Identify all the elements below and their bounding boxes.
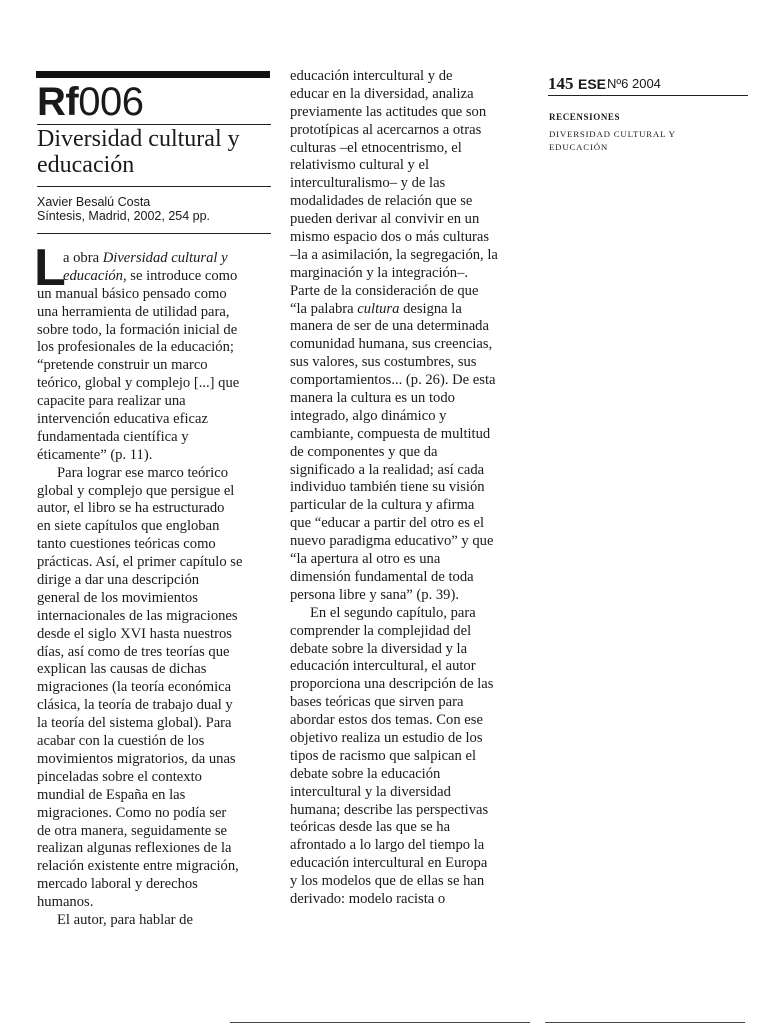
text-line [290, 891, 526, 909]
text-segment: proporciona una descripción de las [290, 676, 494, 693]
text-line [37, 626, 271, 644]
text-segment: mundial de España en las [37, 786, 186, 803]
text-line [37, 608, 271, 626]
text-line [37, 500, 271, 518]
text-segment: en siete capítulos que engloban [37, 518, 220, 535]
text-segment: “pretende construir un marco [37, 357, 208, 374]
text-segment: dirige a dar una descripción [37, 572, 200, 589]
text-line [290, 157, 526, 175]
review-code-prefix: Rf [37, 80, 79, 124]
text-segment: prototípicas al acercarnos a otras [290, 121, 482, 138]
italic-text: Diversidad cultural y [102, 250, 228, 266]
text-line [290, 641, 526, 659]
text-segment: autor, el libro se ha estructurado [37, 500, 225, 517]
text-segment: educación intercultural y de [290, 68, 453, 84]
subsection-line: DIVERSIDAD CULTURAL Y [549, 129, 676, 139]
text-line [290, 873, 526, 891]
text-segment: prácticas. Así, el primer capítulo se [37, 554, 243, 571]
book-title [37, 126, 273, 178]
text-segment: dimensión fundamental de toda [290, 568, 474, 585]
text-segment: sus valores, sus costumbres, sus [290, 354, 477, 371]
text-segment: Para lograr ese marco teórico [57, 464, 228, 481]
text-line [290, 784, 526, 802]
book-title-line: educación [37, 152, 135, 178]
text-segment: debate sobre la diversidad y la [290, 640, 468, 657]
text-segment: de otra manera, seguidamente se [37, 822, 228, 839]
text-line [290, 68, 526, 86]
title-rule-bottom [37, 186, 271, 187]
review-code-number: 006 [78, 80, 144, 124]
text-segment: bases teóricas que sirven para [290, 694, 464, 711]
text-segment: En el segundo capítulo, para [310, 604, 476, 621]
text-line [37, 751, 271, 769]
text-segment: pinceladas sobre el contexto [37, 768, 202, 785]
text-segment: a obra [63, 250, 103, 266]
text-segment: clásica, la teoría de trabajo dual y [37, 697, 233, 714]
text-line [290, 712, 526, 730]
text-segment: la teoría del sistema global). Para [37, 715, 232, 732]
text-segment: mercado laboral y derechos [37, 876, 198, 893]
text-line [37, 357, 271, 375]
text-line [290, 372, 526, 390]
text-line [37, 465, 271, 483]
bottom-edge-line [230, 1022, 530, 1023]
text-line [290, 408, 526, 426]
title-rule-top [37, 124, 271, 125]
section-label: RECENSIONES [549, 112, 621, 122]
text-line [37, 429, 271, 447]
text-segment: El autor, para hablar de [57, 911, 193, 928]
text-segment: intercultural y la diversidad [290, 783, 451, 800]
text-segment: teórico, global y complejo [...] que [37, 375, 240, 392]
text-segment: sobre todo, la formación inicial de [37, 321, 238, 338]
text-line [37, 375, 271, 393]
text-line [290, 551, 526, 569]
text-line [37, 250, 271, 268]
text-segment: Parte de la consideración de que [290, 282, 479, 299]
text-segment: cambiante, compuesta de multitud [290, 425, 491, 442]
text-segment: un manual básico pensado como [37, 285, 227, 302]
text-segment: objetivo realiza un estudio de los [290, 729, 483, 746]
text-line [290, 694, 526, 712]
text-line [37, 894, 271, 912]
page-number: 145 [548, 74, 574, 93]
text-line [290, 623, 526, 641]
text-segment: relación existente entre migración, [37, 858, 239, 875]
text-segment: migraciones. Como no podía ser [37, 804, 227, 821]
text-segment: de componentes y que da [290, 443, 438, 460]
text-line [290, 676, 526, 694]
text-segment: educar en la diversidad, analiza [290, 85, 474, 102]
book-title-line: Diversidad cultural y [37, 126, 240, 152]
text-segment: desde el siglo XVI hasta nuestros [37, 625, 232, 642]
text-line [37, 304, 271, 322]
text-segment: tipos de racismo que salpican el [290, 747, 477, 764]
text-line [37, 339, 271, 357]
text-segment: explican las causas de dichas [37, 661, 207, 678]
text-line [290, 587, 526, 605]
text-line [290, 336, 526, 354]
text-line [37, 268, 271, 286]
text-segment: significado a la realidad; así cada [290, 461, 485, 478]
text-line [290, 837, 526, 855]
text-segment: fundamentada científica y [37, 428, 189, 445]
text-line [37, 823, 271, 841]
text-segment: internacionales de las migraciones [37, 607, 238, 624]
text-segment: intervención educativa eficaz [37, 411, 208, 428]
text-segment: se introduce como [126, 267, 238, 284]
text-line [37, 697, 271, 715]
text-line [290, 819, 526, 837]
text-line [290, 748, 526, 766]
text-segment: acabar con la cuestión de los [37, 733, 205, 750]
drop-cap: L [34, 239, 66, 297]
text-line [290, 479, 526, 497]
text-segment: que “educar a partir del otro es el [290, 515, 485, 532]
text-segment: capacite para realizar una [37, 393, 186, 410]
text-segment: nuevo paradigma educativo” y que [290, 533, 494, 550]
text-segment: “la palabra [290, 300, 358, 317]
text-line [37, 679, 271, 697]
text-line [37, 661, 271, 679]
text-line [290, 658, 526, 676]
text-segment: interculturalismo– y de las [290, 175, 446, 192]
text-line [290, 390, 526, 408]
text-line [37, 876, 271, 894]
text-line [37, 536, 271, 554]
text-line [37, 572, 271, 590]
italic-text: cultura [357, 300, 400, 317]
bottom-edge-line [545, 1022, 745, 1023]
text-segment: teóricas desde las que se ha [290, 819, 451, 836]
text-line [290, 301, 526, 319]
header-bar [36, 71, 270, 78]
text-segment: días, así como de tres teorías que [37, 643, 230, 660]
text-line [37, 393, 271, 411]
text-segment: los profesionales de la educación; [37, 339, 234, 356]
text-segment: –la a asimilación, la segregación, la [290, 246, 498, 263]
text-line [290, 247, 526, 265]
text-segment: movimientos migratorios, da unas [37, 750, 236, 767]
text-segment: migraciones (la teoría económica [37, 679, 232, 696]
text-segment: persona libre y sana” (p. 39). [290, 586, 459, 603]
author-rule [37, 233, 271, 234]
text-line [37, 805, 271, 823]
book-author: Xavier Besalú Costa [37, 195, 151, 209]
body-column-1 [37, 250, 271, 930]
text-line [290, 497, 526, 515]
text-segment: “la apertura al otro es una [290, 551, 441, 568]
text-segment: designa la [399, 300, 462, 317]
text-segment: mismo espacio dos o más culturas [290, 229, 490, 246]
text-segment: previamente las actitudes que son [290, 103, 487, 120]
text-line [37, 286, 271, 304]
text-segment: individuo también tiene su visión [290, 479, 485, 496]
text-line [290, 605, 526, 623]
text-line [290, 515, 526, 533]
text-line [37, 840, 271, 858]
text-line [37, 715, 271, 733]
text-line [290, 193, 526, 211]
text-line [290, 766, 526, 784]
text-line [37, 644, 271, 662]
text-line [290, 533, 526, 551]
text-line [290, 462, 526, 480]
text-segment: comportamientos... (p. 26). De esta [290, 372, 496, 389]
text-line [290, 444, 526, 462]
text-segment: global y complejo que persigue el [37, 482, 235, 499]
text-segment: debate sobre la educación [290, 765, 441, 782]
text-line [290, 122, 526, 140]
text-segment: marginación y la integración–. [290, 264, 469, 281]
text-segment: éticamente” (p. 11). [37, 446, 153, 463]
text-segment: culturas –el etnocentrismo, el [290, 139, 462, 156]
text-segment: humanos. [37, 894, 94, 911]
body-column-2 [290, 68, 526, 909]
text-line [37, 483, 271, 501]
text-line [37, 733, 271, 751]
text-segment: afrontado a lo largo del tiempo la [290, 837, 485, 854]
text-line [37, 769, 271, 787]
text-segment: modalidades de relación que se [290, 193, 473, 210]
text-line [37, 554, 271, 572]
text-line [290, 175, 526, 193]
text-line [37, 787, 271, 805]
subsection-label [549, 128, 676, 153]
text-line [37, 322, 271, 340]
text-segment: relativismo cultural y el [290, 157, 430, 174]
text-segment: derivado: modelo racista o [290, 890, 446, 907]
text-segment: y los modelos que de ellas se han [290, 873, 485, 890]
text-line [37, 447, 271, 465]
text-line [37, 912, 271, 930]
text-segment: general de los movimientos [37, 589, 198, 606]
text-line [37, 858, 271, 876]
text-segment: comprender la complejidad del [290, 622, 472, 639]
text-line [290, 569, 526, 587]
text-segment: pueden derivar al convivir en un [290, 211, 480, 228]
text-segment: comunidad humana, sus creencias, [290, 336, 493, 353]
review-code [37, 80, 143, 124]
text-segment: educación intercultural, el autor [290, 658, 476, 675]
text-line [290, 730, 526, 748]
text-line [37, 590, 271, 608]
text-line [290, 802, 526, 820]
journal-name: ESE [578, 76, 607, 92]
text-segment: humana; describe las perspectivas [290, 801, 489, 818]
text-line [290, 104, 526, 122]
text-line [290, 354, 526, 372]
text-line [290, 211, 526, 229]
text-line [37, 518, 271, 536]
header-rule [548, 95, 748, 96]
text-segment: particular de la cultura y afirma [290, 497, 475, 514]
book-publication: Síntesis, Madrid, 2002, 254 pp. [37, 209, 211, 223]
text-segment: abordar estos dos temas. Con ese [290, 712, 483, 729]
text-line [290, 265, 526, 283]
text-line [290, 229, 526, 247]
text-line [290, 318, 526, 336]
text-segment: educación intercultural en Europa [290, 855, 488, 872]
text-line [290, 86, 526, 104]
journal-issue: Nº6 2004 [607, 76, 661, 91]
text-line [37, 411, 271, 429]
text-line [290, 855, 526, 873]
text-line [290, 283, 526, 301]
text-line [290, 426, 526, 444]
text-segment: tanto cuestiones teóricas como [37, 536, 216, 553]
text-segment: integrado, algo dinámico y [290, 407, 447, 424]
subsection-line: EDUCACIÓN [549, 141, 609, 152]
text-segment: una herramienta de utilidad para, [37, 303, 230, 320]
text-segment: manera la cultura es un todo [290, 390, 455, 407]
text-segment: manera de ser de una determinada [290, 318, 489, 335]
text-segment: realizan algunas reflexiones de la [37, 840, 232, 857]
italic-text: educación, [63, 267, 127, 284]
text-line [290, 140, 526, 158]
